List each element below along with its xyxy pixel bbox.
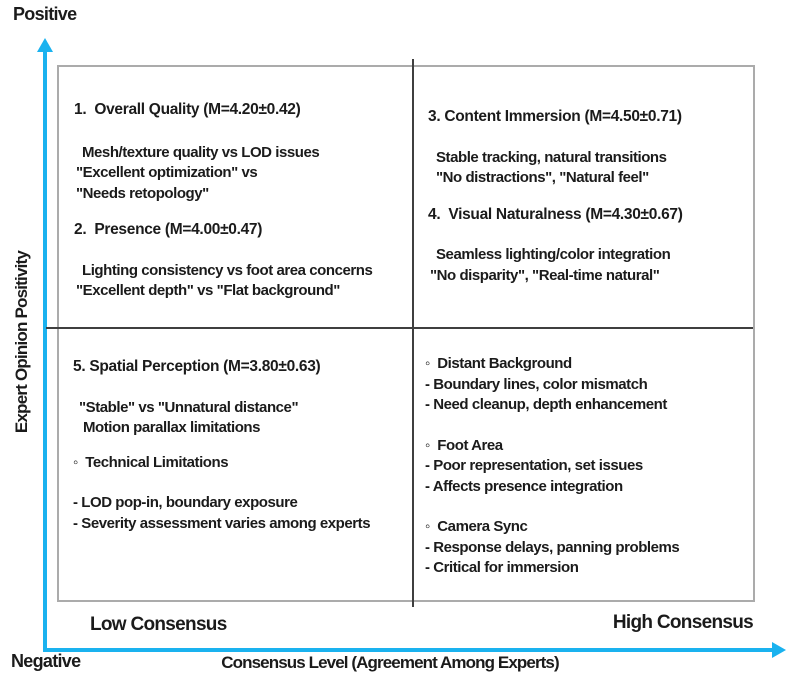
y-axis-negative-label: Negative: [11, 651, 81, 671]
x-axis-high-consensus-label: High Consensus: [612, 612, 753, 633]
finding-detail: Motion parallax limitations: [83, 419, 261, 436]
finding-detail: Mesh/texture quality vs LOD issues: [82, 143, 320, 161]
finding-quote: "No distractions", "Natural feel": [436, 169, 649, 186]
issue-item: - Need cleanup, depth enhancement: [425, 396, 667, 413]
finding-presence-heading: 2. Presence (M=4.00±0.47): [74, 221, 263, 238]
quadrant-bottom-left: [73, 357, 373, 534]
horizontal-divider-line: [46, 327, 753, 329]
finding-spatial-perception-heading: 5. Spatial Perception (M=3.80±0.63): [73, 358, 321, 375]
finding-overall-quality-heading: 1. Overall Quality (M=4.20±0.42): [74, 101, 301, 118]
vertical-divider-line: [412, 59, 414, 607]
finding-detail: Stable tracking, natural transitions: [436, 148, 667, 166]
quadrant-bottom-right: [425, 354, 750, 579]
issue-item: - Response delays, panning problems: [425, 538, 680, 556]
finding-quote: "Stable" vs "Unnatural distance": [79, 398, 299, 416]
finding-quote: "Excellent depth" vs "Flat background": [76, 282, 340, 299]
finding-visual-naturalness-heading: 4. Visual Naturalness (M=4.30±0.67): [428, 205, 683, 223]
finding-detail: Lighting consistency vs foot area concerns: [82, 261, 373, 279]
x-axis-arrowhead-icon: [772, 642, 786, 658]
finding-quote: "No disparity", "Real-time natural": [430, 266, 660, 284]
finding-quote: "Needs retopology": [76, 184, 209, 202]
finding-content-immersion-heading: 3. Content Immersion (M=4.50±0.71): [428, 108, 682, 125]
foot-area-bullet: ◦ Foot Area: [425, 436, 503, 454]
x-axis-title: Consensus Level (Agreement Among Experts): [221, 653, 559, 672]
issue-item: - Affects presence integration: [425, 477, 623, 495]
technical-limitations-bullet: ◦ Technical Limitations: [73, 453, 229, 471]
limitation-item: - LOD pop-in, boundary exposure: [73, 494, 298, 511]
y-axis-line: [43, 50, 47, 652]
y-axis-arrowhead-icon: [37, 38, 53, 52]
x-axis-line: [45, 648, 774, 652]
y-axis-title: Expert Opinion Positivity: [12, 250, 31, 434]
y-axis-positive-label: Positive: [13, 4, 77, 24]
x-axis-low-consensus-label: Low Consensus: [90, 614, 227, 635]
finding-quote: "Excellent optimization" vs: [76, 164, 258, 181]
limitation-item: - Severity assessment varies among experts: [73, 514, 371, 532]
camera-sync-bullet: ◦ Camera Sync: [425, 518, 528, 535]
issue-item: - Critical for immersion: [425, 559, 579, 576]
issue-item: - Poor representation, set issues: [425, 457, 643, 474]
quadrant-top-right: [428, 107, 750, 286]
distant-background-bullet: ◦ Distant Background: [425, 355, 572, 372]
issue-item: - Boundary lines, color mismatch: [425, 375, 648, 393]
finding-detail: Seamless lighting/color integration: [436, 246, 671, 263]
quadrant-top-left: [74, 100, 412, 302]
